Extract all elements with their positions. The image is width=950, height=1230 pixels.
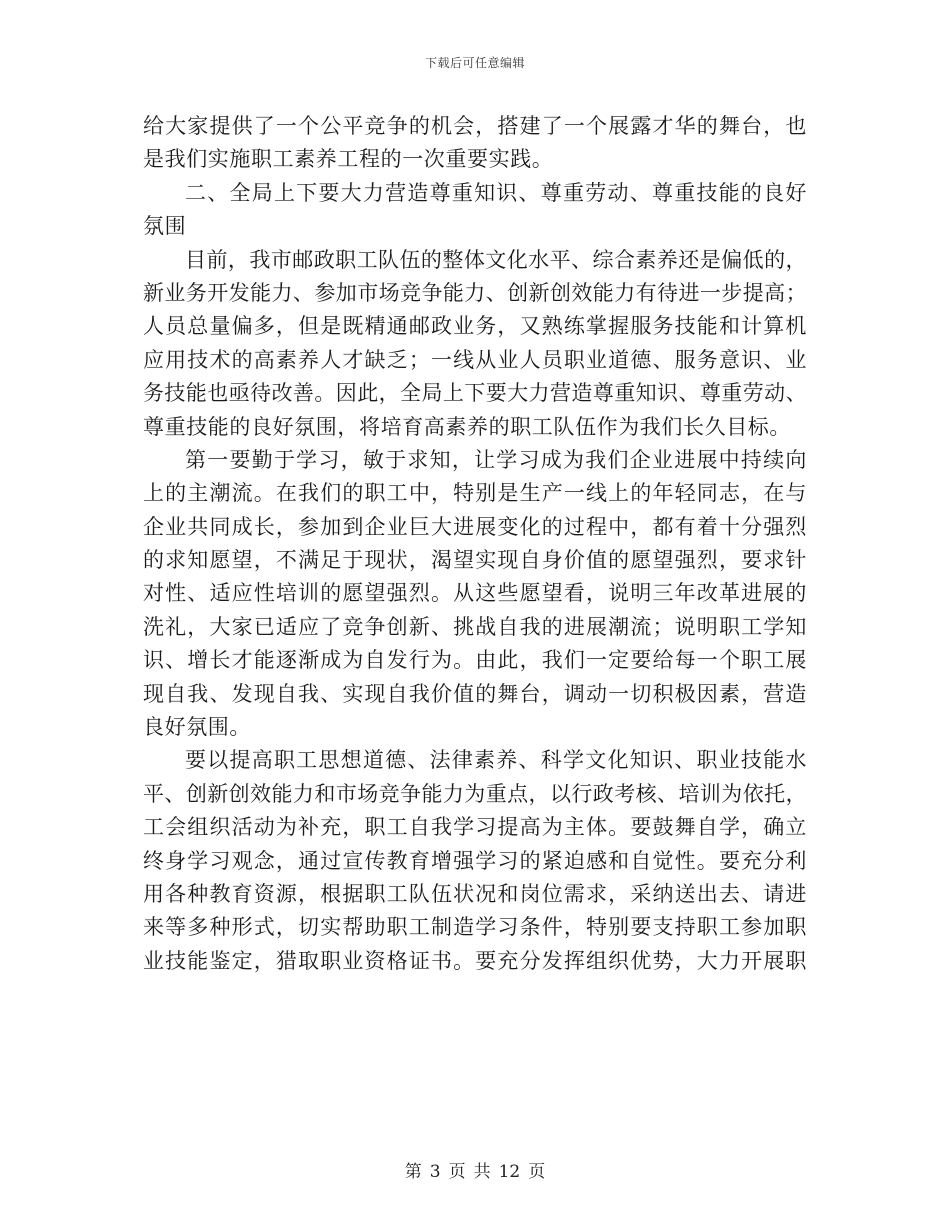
text-line: 洗礼，大家已适应了竞争创新、挑战自我的进展潮流；说明职工学知 xyxy=(143,614,807,639)
text-line: 识、增长才能逐渐成为自发行为。由此，我们一定要给每一个职工展 xyxy=(143,648,807,673)
text-line: 良好氛围。 xyxy=(143,715,251,740)
page-footer xyxy=(0,1157,950,1182)
text-line: 用各种教育资源，根据职工队伍状况和岗位需求，采纳送出去、请进 xyxy=(143,881,807,906)
text-line: 业技能鉴定，猎取职业资格证书。要充分发挥组织优势，大力开展职 xyxy=(143,948,807,973)
text-line: 尊重技能的良好氛围，将培育高素养的职工队伍作为我们长久目标。 xyxy=(143,414,791,439)
footer-suffix: 页 xyxy=(528,1162,546,1182)
text-line: 上的主潮流。在我们的职工中，特别是生产一线上的年轻同志，在与 xyxy=(143,481,807,506)
text-line: 务技能也亟待改善。因此，全局上下要大力营造尊重知识、尊重劳动、 xyxy=(143,381,807,406)
text-line: 人员总量偏多，但是既精通邮政业务，又熟练掌握服务技能和计算机 xyxy=(143,314,807,339)
text-line: 给大家提供了一个公平竞争的机会，搭建了一个展露才华的舞台，也 xyxy=(143,114,807,138)
text-line: 是我们实施职工素养工程的一次重要实践。 xyxy=(143,147,554,172)
footer-total-label: 共 xyxy=(473,1162,491,1182)
text-line: 新业务开发能力、参加市场竞争能力、创新创效能力有待进一步提高； xyxy=(143,280,807,305)
text-line: 现自我、发现自我、实现自我价值的舞台，调动一切积极因素，营造 xyxy=(143,681,807,706)
text-line: 要以提高职工思想道德、法律素养、科学文化知识、职业技能水 xyxy=(185,748,807,773)
footer-middle: 页 xyxy=(448,1162,466,1182)
text-line: 氛围 xyxy=(143,214,187,239)
document-body xyxy=(143,110,807,978)
text-line: 终身学习观念，通过宣传教育增强学习的紧迫感和自觉性。要充分利 xyxy=(143,848,807,873)
text-line: 工会组织活动为补充，职工自我学习提高为主体。要鼓舞自学，确立 xyxy=(143,815,807,840)
text-line: 对性、适应性培训的愿望强烈。从这些愿望看，说明三年改革进展的 xyxy=(143,581,807,606)
text-line: 第一要勤于学习，敏于求知，让学习成为我们企业进展中持续向 xyxy=(185,447,807,472)
page-header: 下载后可任意编辑 xyxy=(424,56,525,70)
text-line: 目前，我市邮政职工队伍的整体文化水平、综合素养还是偏低的， xyxy=(185,247,807,272)
text-line: 来等多种形式，切实帮助职工制造学习条件，特别要支持职工参加职 xyxy=(143,915,807,940)
text-line: 平、创新创效能力和市场竞争能力为重点，以行政考核、培训为依托， xyxy=(143,781,807,806)
text-line: 二、全局上下要大力营造尊重知识、尊重劳动、尊重技能的良好 xyxy=(185,180,807,205)
footer-page-number: 3 xyxy=(429,1162,441,1182)
text-line: 应用技术的高素养人才缺乏；一线从业人员职业道德、服务意识、业 xyxy=(143,347,807,372)
text-line: 的求知愿望，不满足于现状，渴望实现自身价值的愿望强烈，要求针 xyxy=(143,548,807,573)
text-line: 企业共同成长，参加到企业巨大进展变化的过程中，都有着十分强烈 xyxy=(143,514,807,539)
footer-prefix: 第 xyxy=(404,1162,422,1182)
footer-total-pages: 12 xyxy=(498,1162,521,1182)
